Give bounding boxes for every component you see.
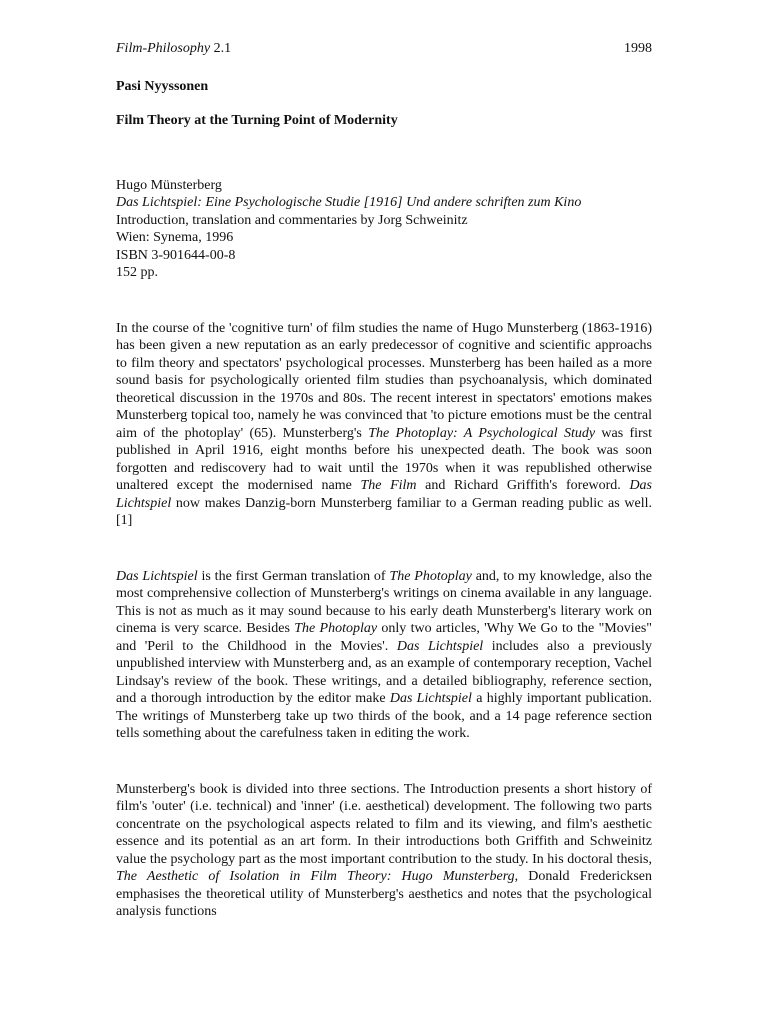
italic-title-run: Das Lichtspiel: [396, 638, 484, 654]
journal-name: Film-Philosophy: [116, 41, 211, 56]
body-paragraph: [116, 568, 652, 743]
text-run: now makes Danzig-born Munsterberg familiar to a German reading public as well. [1]: [116, 495, 652, 528]
italic-title-run: Das Lichtspiel: [116, 568, 198, 584]
italic-title-run: The Film: [360, 478, 417, 493]
review-title: Film Theory at the Turning Point of Modernity: [116, 113, 398, 128]
document-page: [116, 40, 652, 959]
text-run: only two articles, 'Why We Go to the "Movies" and 'Peril to the Childhood in the Movies'.: [116, 621, 653, 654]
book-pages: 152 pp.: [116, 265, 158, 280]
italic-title-run: The Photoplay: [294, 621, 378, 636]
italic-title-run: The Photoplay: A Psychological Study: [368, 425, 596, 441]
book-editor: Introduction, translation and commentaries by Jorg Schweinitz: [116, 212, 468, 228]
journal-year: 1998: [624, 41, 652, 56]
running-header: [116, 40, 652, 58]
text-run: a highly important publication. The writings of Munsterberg take up two thirds of the book, and a 14 page reference section tells something about the carefulness taken in editing the work.: [116, 691, 652, 741]
text-run: is the first German translation of: [197, 568, 390, 584]
italic-title-run: The Photoplay: [389, 568, 472, 584]
text-run: and, to my knowledge, also the most comprehensive collection of Munsterberg's writings on cinema available in any language. This is not as much as it may sound because to his early death Munsterberg's literary work on cinema is very scarce. Besides: [116, 568, 653, 636]
italic-title-run: The Aesthetic of Isolation in Film Theory: Hugo Munsterberg: [116, 869, 515, 884]
text-run: In the course of the 'cognitive turn' of film studies the name of Hugo Munsterberg (1863-1916) has been given a new reputation as an early predecessor of cognitive and scientific approachs to film theory and spectators' psychological processes. Munsterberg has been hailed as a more sound basis for psychologically oriented film studies than psychoanalysis, which dominated theoretical discussion in the 1970s and 80s. The recent interest in spectators' emotions makes Munsterberg topical too, namely he was convinced that 'to picture emotions must be the central aim of the photoplay' (65). Munsterberg's: [116, 320, 652, 441]
italic-title-run: Das Lichtspiel: [389, 691, 472, 706]
body-paragraph: [116, 781, 652, 921]
book-title: Das Lichtspiel: Eine Psychologische Studie [1916] Und andere schriften zum Kino: [116, 195, 582, 210]
review-author: Pasi Nyyssonen: [116, 78, 209, 94]
journal-citation: [116, 40, 231, 58]
review-body: [116, 320, 652, 921]
text-run: was first published in April 1916, eight months before his unexpected death. The book was soon forgotten and rediscovery had to wait until the 1970s when it was republished otherwise unaltered except the modernised name: [116, 425, 653, 493]
book-publisher: Wien: Synema, 1996: [116, 230, 234, 245]
book-isbn: ISBN 3-901644-00-8: [116, 247, 236, 263]
text-run: , Donald Fredericksen emphasises the theoretical utility of Munsterberg's aesthetics and notes that the psychological analysis functions: [116, 869, 652, 919]
book-reference: [116, 177, 652, 282]
book-author: Hugo Münsterberg: [116, 177, 222, 193]
body-paragraph: [116, 320, 652, 530]
text-run: Munsterberg's book is divided into three sections. The Introduction presents a short history of film's 'outer' (i.e. technical) and 'inner' (i.e. aesthetical) development. The following two parts concentrate on the psychological aspects related to film and its viewing, and film's aesthetic essence and its potential as an art form. In their introductions both Griffith and Schweinitz value the psychology part as the most important contribution to the study. In his doctoral thesis,: [116, 781, 652, 867]
italic-title-run: Das Lichtspiel: [116, 478, 652, 511]
text-run: includes also a previously unpublished interview with Munsterberg and, as an example of contemporary reception, Vachel Lindsay's review of the book. These writings, and a detailed bibliography, reference section, and a thorough introduction by the editor make: [116, 638, 652, 706]
text-run: and Richard Griffith's foreword.: [416, 478, 630, 493]
journal-issue: 2.1: [213, 41, 232, 56]
